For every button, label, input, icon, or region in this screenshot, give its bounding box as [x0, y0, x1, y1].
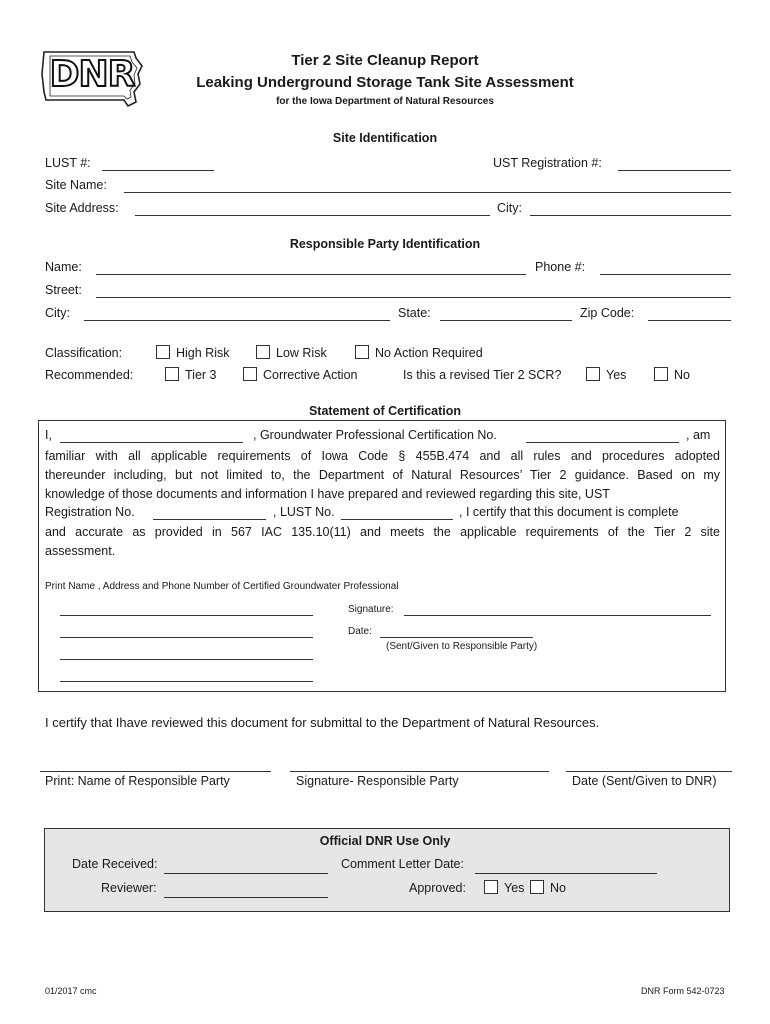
- low-risk-label: Low Risk: [276, 346, 327, 360]
- cert-ust-registration-field[interactable]: [153, 519, 266, 520]
- rp-city-field[interactable]: [84, 320, 390, 321]
- lust-field[interactable]: [102, 170, 214, 171]
- site-identification-heading: Site Identification: [332, 131, 438, 145]
- cert-sent-label: (Sent/Given to Responsible Party): [386, 641, 538, 652]
- rp-street-field[interactable]: [96, 297, 731, 298]
- recommended-label: Recommended:: [45, 368, 134, 382]
- no-action-label: No Action Required: [375, 346, 483, 360]
- rp-zip-label: Zip Code:: [580, 306, 635, 320]
- cert-line1-mid: , Groundwater Professional Certification No.: [253, 428, 497, 442]
- rp-zip-field[interactable]: [648, 320, 731, 321]
- reviewer-label: Reviewer:: [101, 881, 157, 895]
- rp-print-name-field[interactable]: [40, 771, 271, 772]
- site-name-label: Site Name:: [45, 178, 107, 192]
- cert-signature-label: Signature:: [348, 604, 394, 615]
- date-received-label: Date Received:: [72, 857, 158, 871]
- logo-text: DNR: [49, 54, 135, 95]
- rp-phone-field[interactable]: [600, 274, 731, 275]
- rp-name-field[interactable]: [96, 274, 526, 275]
- rp-signature-field[interactable]: [290, 771, 549, 772]
- dnr-logo: [38, 44, 146, 110]
- cert-line1-i: I,: [45, 428, 52, 442]
- high-risk-checkbox[interactable]: [156, 345, 170, 359]
- ust-registration-field[interactable]: [618, 170, 731, 171]
- comment-letter-date-field[interactable]: [475, 873, 657, 874]
- cert-print-line-1[interactable]: [60, 615, 313, 616]
- approved-label: Approved:: [409, 881, 466, 895]
- rp-state-label: State:: [398, 306, 431, 320]
- approved-yes-checkbox[interactable]: [484, 880, 498, 894]
- certification-heading: Statement of Certification: [308, 404, 462, 418]
- cert-print-label: Print Name , Address and Phone Number of Certified Groundwater Professional: [45, 581, 399, 592]
- rp-date-label: Date (Sent/Given to DNR): [572, 774, 717, 788]
- approved-no-label: No: [550, 881, 566, 895]
- cert-date-field[interactable]: [380, 637, 533, 638]
- cert-signature-field[interactable]: [404, 615, 711, 616]
- cert-line6: and accurate as provided in 567 IAC 135.10(11) and meets the applicable requirements of the Tier 2 site: [45, 525, 720, 539]
- site-city-field[interactable]: [530, 215, 731, 216]
- high-risk-label: High Risk: [176, 346, 230, 360]
- for-line: for the Iowa Department of Natural Resources: [276, 96, 494, 107]
- rp-date-field[interactable]: [566, 771, 732, 772]
- cert-line5-end: , I certify that this document is complete: [459, 505, 679, 519]
- ust-registration-label: UST Registration #:: [493, 156, 602, 170]
- tier3-label: Tier 3: [185, 368, 217, 382]
- page-title: Tier 2 Site Cleanup Report: [291, 52, 479, 69]
- revised-yes-checkbox[interactable]: [586, 367, 600, 381]
- cert-line7: assessment.: [45, 544, 116, 558]
- site-name-field[interactable]: [124, 192, 731, 193]
- cert-professional-name-field[interactable]: [60, 442, 243, 443]
- low-risk-checkbox[interactable]: [256, 345, 270, 359]
- cert-print-line-3[interactable]: [60, 659, 313, 660]
- date-received-field[interactable]: [164, 873, 328, 874]
- approved-no-checkbox[interactable]: [530, 880, 544, 894]
- site-address-field[interactable]: [135, 215, 490, 216]
- rp-city-label: City:: [45, 306, 70, 320]
- cert-date-label: Date:: [348, 626, 372, 637]
- revised-no-label: No: [674, 368, 690, 382]
- comment-letter-date-label: Comment Letter Date:: [341, 857, 464, 871]
- revised-no-checkbox[interactable]: [654, 367, 668, 381]
- rp-state-field[interactable]: [440, 320, 572, 321]
- cert-certification-no-field[interactable]: [526, 442, 679, 443]
- rp-phone-label: Phone #:: [535, 260, 586, 274]
- rp-street-label: Street:: [45, 283, 82, 297]
- cert-line5-ust: Registration No.: [45, 505, 135, 519]
- cert-line2: familiar with all applicable requirements of Iowa Code § 455B.474 and all rules and procedures adopted: [45, 449, 720, 463]
- corrective-action-label: Corrective Action: [263, 368, 358, 382]
- cert-print-line-2[interactable]: [60, 637, 313, 638]
- revised-question-label: Is this a revised Tier 2 SCR?: [403, 368, 562, 382]
- rp-signature-label: Signature- Responsible Party: [296, 774, 459, 788]
- rp-print-name-label: Print: Name of Responsible Party: [45, 774, 230, 788]
- tier3-checkbox[interactable]: [165, 367, 179, 381]
- cert-line3: thereunder including, but not limited to, the Department of Natural Resources’ Tier 2 guidance. Based on my: [45, 468, 720, 482]
- dnr-use-heading: Official DNR Use Only: [319, 834, 451, 848]
- no-action-checkbox[interactable]: [355, 345, 369, 359]
- site-address-label: Site Address:: [45, 201, 119, 215]
- rp-name-label: Name:: [45, 260, 82, 274]
- cert-line5-lust: , LUST No.: [273, 505, 335, 519]
- cert-line1-end: , am: [686, 428, 711, 442]
- lust-label: LUST #:: [45, 156, 91, 170]
- reviewer-field[interactable]: [164, 897, 328, 898]
- approved-yes-label: Yes: [504, 881, 525, 895]
- footer-left: 01/2017 cmc: [45, 986, 97, 996]
- responsible-party-heading: Responsible Party Identification: [289, 237, 481, 251]
- revised-yes-label: Yes: [606, 368, 627, 382]
- cert-lust-no-field[interactable]: [341, 519, 453, 520]
- cert-print-line-4[interactable]: [60, 681, 313, 682]
- page-subtitle: Leaking Underground Storage Tank Site Assessment: [196, 74, 574, 91]
- classification-label: Classification:: [45, 346, 123, 360]
- cert-line4: knowledge of those documents and information I have prepared and reviewed regarding this site, UST: [45, 487, 610, 501]
- rp-cert-statement: I certify that Ihave reviewed this document for submittal to the Department of Natural Resources.: [45, 715, 600, 730]
- corrective-action-checkbox[interactable]: [243, 367, 257, 381]
- footer-right: DNR Form 542-0723: [641, 986, 725, 996]
- site-city-label: City:: [497, 201, 522, 215]
